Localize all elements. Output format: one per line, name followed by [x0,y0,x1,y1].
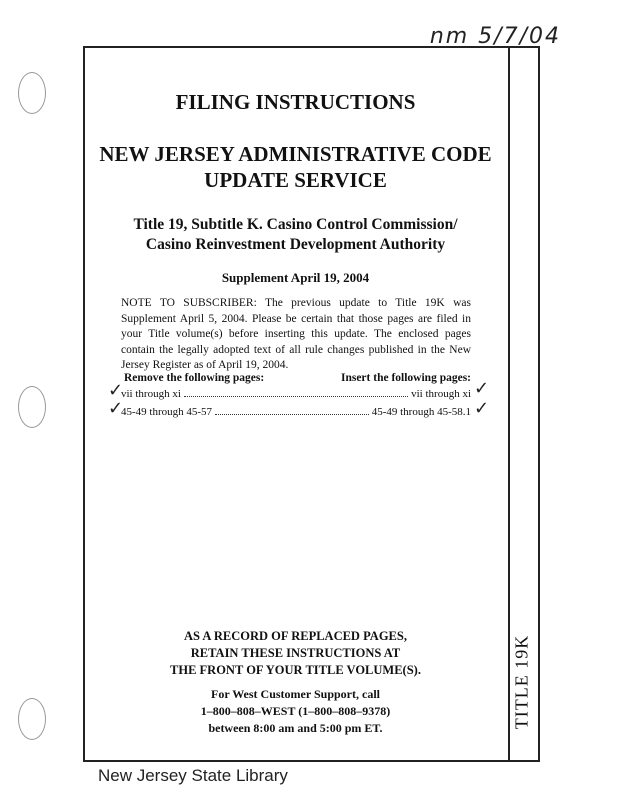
retain-line2: RETAIN THESE INSTRUCTIONS AT [190,646,401,660]
remove-header: Remove the following pages: [124,372,265,384]
support-line1: For West Customer Support, call [210,687,380,701]
insert-pages: 45-49 through 45-58.1 [371,406,471,418]
check-mark-icon: ✓ [108,398,124,419]
check-mark-icon: ✓ [108,380,124,401]
table-row [121,406,471,418]
spine-label: TITLE 19K [511,634,532,730]
leader-dots [184,396,408,397]
remove-pages: 45-49 through 45-57 [121,406,213,418]
retain-instructions [83,628,508,679]
handwritten-note: nm 5/7/04 [429,24,561,49]
subtitle-line1: Title 19, Subtitle K. Casino Control Commission/ [133,216,458,233]
code-title-line2: UPDATE SERVICE [204,168,387,192]
code-title-line1: NEW JERSEY ADMINISTRATIVE CODE [99,142,492,166]
subtitle [83,215,508,255]
check-mark-icon: ✓ [474,398,490,419]
leader-dots [215,414,369,415]
table-row [121,388,471,400]
punch-hole-top [18,72,46,114]
subscriber-note: NOTE TO SUBSCRIBER: The previous update to Title 19K was Supplement April 5, 2004. Please be certain that those pages are filed in your Title volume(s) before inserting this update. The enclosed pages contain the legally adopted text of all rule changes published in the New Jersey Register as of April 19, 2004. [121,297,471,371]
insert-header: Insert the following pages: [340,372,471,384]
supplement-date: Supplement April 19, 2004 [221,270,370,285]
punch-hole-middle [18,386,46,428]
check-mark-icon: ✓ [474,378,490,399]
library-stamp: New Jersey State Library [98,766,288,785]
retain-line3: THE FRONT OF YOUR TITLE VOLUME(S). [170,663,421,677]
retain-line1: AS A RECORD OF REPLACED PAGES, [184,629,407,643]
code-title [83,141,508,193]
punch-hole-bottom [18,698,46,740]
customer-support [83,686,508,737]
insert-pages: vii through xi [411,388,471,400]
subtitle-line2: Casino Reinvestment Development Authority [145,236,446,253]
support-hours: between 8:00 am and 5:00 pm ET. [208,721,383,735]
page-title: FILING INSTRUCTIONS [175,90,416,114]
remove-pages: vii through xi [121,388,181,400]
support-phone: 1–800–808–WEST (1–800–808–9378) [200,704,391,718]
